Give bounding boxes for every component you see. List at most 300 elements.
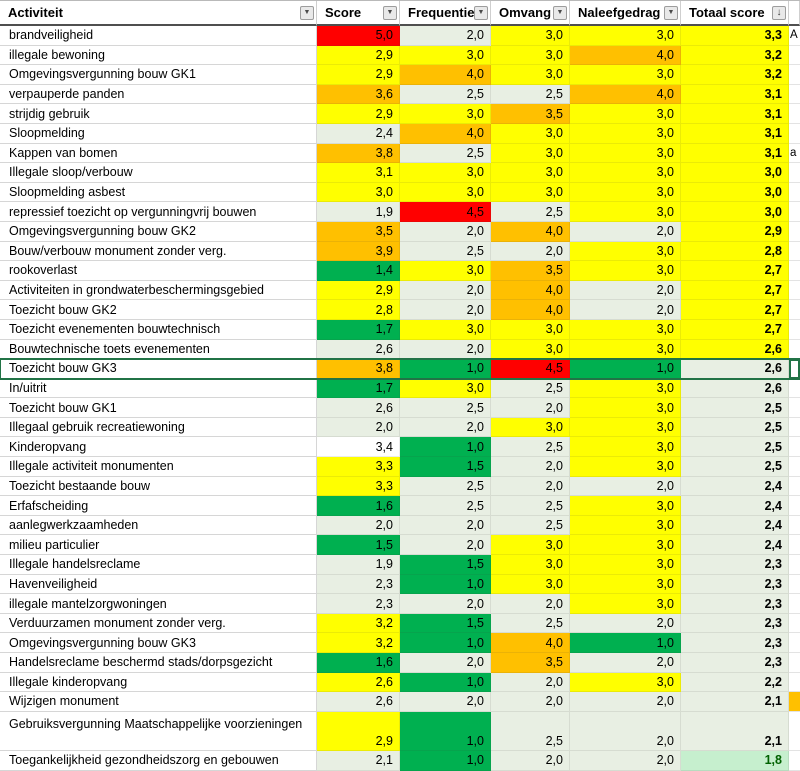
column-header-activiteit [0, 1, 317, 26]
omvang-cell[interactable]: 3,0 [491, 575, 570, 595]
activity-cell[interactable]: illegale mantelzorgwoningen [0, 594, 317, 614]
frequentie-cell[interactable]: 4,5 [400, 202, 491, 222]
naleefgedrag-cell[interactable]: 3,0 [570, 437, 681, 457]
frequentie-cell[interactable]: 4,0 [400, 124, 491, 144]
table-row [0, 673, 800, 693]
next-column-sliver-cell[interactable] [789, 594, 800, 614]
omvang-cell[interactable]: 3,0 [491, 418, 570, 438]
column-header-naleefgedrag [570, 1, 681, 26]
omvang-cell[interactable]: 2,0 [491, 692, 570, 712]
next-column-sliver-cell[interactable] [789, 692, 800, 712]
frequentie-cell[interactable]: 2,0 [400, 340, 491, 360]
score-cell[interactable]: 2,9 [317, 46, 400, 66]
next-column-sliver-cell[interactable]: A [789, 26, 800, 46]
table-row [0, 496, 800, 516]
score-cell[interactable]: 2,6 [317, 692, 400, 712]
next-column-sliver-cell[interactable] [789, 477, 800, 497]
activity-cell[interactable]: Illegale handelsreclame [0, 555, 317, 575]
totaal-score-cell[interactable]: 2,7 [681, 261, 789, 281]
next-column-sliver-cell[interactable] [789, 261, 800, 281]
filter-dropdown-icon[interactable]: ▼ [300, 6, 314, 20]
naleefgedrag-cell[interactable]: 3,0 [570, 594, 681, 614]
frequentie-cell[interactable]: 1,0 [400, 575, 491, 595]
frequentie-cell[interactable]: 2,0 [400, 653, 491, 673]
frequentie-cell[interactable]: 2,5 [400, 398, 491, 418]
score-cell[interactable]: 1,9 [317, 202, 400, 222]
next-column-sliver-cell[interactable] [789, 163, 800, 183]
next-column-sliver-cell[interactable] [789, 222, 800, 242]
activity-cell[interactable]: Bouwtechnische toets evenementen [0, 340, 317, 360]
frequentie-cell[interactable]: 2,0 [400, 594, 491, 614]
naleefgedrag-cell[interactable]: 2,0 [570, 222, 681, 242]
table-row [0, 46, 800, 66]
omvang-cell[interactable]: 2,5 [491, 202, 570, 222]
activity-cell[interactable]: aanlegwerkzaamheden [0, 516, 317, 536]
naleefgedrag-cell[interactable]: 3,0 [570, 65, 681, 85]
next-column-sliver-cell[interactable] [789, 418, 800, 438]
table-row [0, 104, 800, 124]
omvang-cell[interactable]: 3,5 [491, 653, 570, 673]
frequentie-cell[interactable]: 3,0 [400, 46, 491, 66]
score-cell[interactable]: 3,0 [317, 183, 400, 203]
totaal-score-cell[interactable]: 2,4 [681, 496, 789, 516]
next-column-sliver-cell[interactable] [789, 653, 800, 673]
next-column-sliver-cell[interactable] [789, 281, 800, 301]
table-row [0, 320, 800, 340]
totaal-score-cell[interactable]: 2,8 [681, 242, 789, 262]
totaal-score-cell[interactable]: 2,6 [681, 379, 789, 399]
naleefgedrag-cell[interactable]: 2,0 [570, 281, 681, 301]
next-column-sliver-cell[interactable] [789, 575, 800, 595]
header-row [0, 1, 800, 26]
activity-cell[interactable]: Omgevingsvergunning bouw GK1 [0, 65, 317, 85]
score-cell[interactable]: 1,6 [317, 496, 400, 516]
next-column-sliver-cell[interactable] [789, 633, 800, 653]
activity-cell[interactable]: Activiteiten in grondwaterbeschermingsgebied [0, 281, 317, 301]
omvang-cell[interactable]: 2,5 [491, 712, 570, 751]
score-cell[interactable]: 2,1 [317, 751, 400, 771]
activity-cell[interactable]: repressief toezicht op vergunningvrij bouwen [0, 202, 317, 222]
totaal-score-cell[interactable]: 2,5 [681, 437, 789, 457]
totaal-score-cell[interactable]: 2,7 [681, 320, 789, 340]
score-cell[interactable]: 2,6 [317, 673, 400, 693]
naleefgedrag-cell[interactable]: 3,0 [570, 104, 681, 124]
table-row [0, 222, 800, 242]
totaal-score-cell[interactable]: 2,6 [681, 340, 789, 360]
column-header-score [317, 1, 400, 26]
naleefgedrag-cell[interactable]: 2,0 [570, 751, 681, 771]
activity-cell[interactable]: Bouw/verbouw monument zonder verg. [0, 242, 317, 262]
omvang-cell[interactable]: 2,0 [491, 477, 570, 497]
omvang-cell[interactable]: 2,0 [491, 242, 570, 262]
score-cell[interactable]: 2,9 [317, 104, 400, 124]
table-body [0, 26, 800, 771]
omvang-cell[interactable]: 4,5 [491, 359, 570, 379]
activity-cell[interactable]: Gebruiksvergunning Maatschappelijke voorzieningen [0, 712, 317, 751]
frequentie-cell[interactable]: 1,5 [400, 457, 491, 477]
omvang-cell[interactable]: 2,5 [491, 379, 570, 399]
table-row [0, 242, 800, 262]
omvang-cell[interactable]: 2,5 [491, 437, 570, 457]
score-cell[interactable]: 3,3 [317, 457, 400, 477]
score-cell[interactable]: 3,8 [317, 144, 400, 164]
activity-cell[interactable]: Toezicht bouw GK1 [0, 398, 317, 418]
naleefgedrag-cell[interactable]: 3,0 [570, 183, 681, 203]
omvang-cell[interactable]: 3,0 [491, 124, 570, 144]
score-cell[interactable]: 3,9 [317, 242, 400, 262]
naleefgedrag-cell[interactable]: 3,0 [570, 26, 681, 46]
score-cell[interactable]: 3,2 [317, 614, 400, 634]
next-column-sliver-cell[interactable] [789, 516, 800, 536]
activity-cell[interactable]: In/uitrit [0, 379, 317, 399]
score-cell[interactable]: 2,8 [317, 300, 400, 320]
frequentie-cell[interactable]: 1,5 [400, 614, 491, 634]
score-cell[interactable]: 2,0 [317, 418, 400, 438]
frequentie-cell[interactable]: 3,0 [400, 261, 491, 281]
next-column-sliver-cell[interactable] [789, 555, 800, 575]
frequentie-cell[interactable]: 2,0 [400, 516, 491, 536]
activity-cell[interactable]: Toegankelijkheid gezondheidszorg en gebouwen [0, 751, 317, 771]
activity-cell[interactable]: Toezicht evenementen bouwtechnisch [0, 320, 317, 340]
table-row [0, 124, 800, 144]
table-row [0, 144, 800, 164]
naleefgedrag-cell[interactable]: 3,0 [570, 202, 681, 222]
naleefgedrag-cell[interactable]: 3,0 [570, 673, 681, 693]
next-column-sliver-cell[interactable] [789, 673, 800, 693]
score-cell[interactable]: 3,1 [317, 163, 400, 183]
totaal-score-cell[interactable]: 3,2 [681, 46, 789, 66]
score-cell[interactable]: 2,6 [317, 398, 400, 418]
omvang-cell[interactable]: 3,0 [491, 320, 570, 340]
omvang-cell[interactable]: 2,0 [491, 751, 570, 771]
next-column-sliver-cell[interactable] [789, 496, 800, 516]
next-column-sliver-cell[interactable] [789, 437, 800, 457]
next-column-sliver-cell[interactable] [789, 202, 800, 222]
activity-cell[interactable]: Havenveiligheid [0, 575, 317, 595]
table-row [0, 398, 800, 418]
score-cell[interactable]: 2,6 [317, 340, 400, 360]
activity-cell[interactable]: Kinderopvang [0, 437, 317, 457]
totaal-score-cell[interactable]: 2,4 [681, 477, 789, 497]
activity-cell[interactable]: Toezicht bouw GK2 [0, 300, 317, 320]
totaal-score-cell[interactable]: 3,0 [681, 202, 789, 222]
score-cell[interactable]: 3,5 [317, 222, 400, 242]
table-row [0, 183, 800, 203]
frequentie-cell[interactable]: 1,5 [400, 555, 491, 575]
naleefgedrag-cell[interactable]: 2,0 [570, 614, 681, 634]
activity-cell[interactable]: verpauperde panden [0, 85, 317, 105]
score-cell[interactable]: 2,9 [317, 65, 400, 85]
activity-cell[interactable]: Sloopmelding asbest [0, 183, 317, 203]
activity-cell[interactable]: Sloopmelding [0, 124, 317, 144]
naleefgedrag-cell[interactable]: 4,0 [570, 46, 681, 66]
frequentie-cell[interactable]: 2,0 [400, 535, 491, 555]
naleefgedrag-cell[interactable]: 3,0 [570, 242, 681, 262]
totaal-score-cell[interactable]: 2,2 [681, 673, 789, 693]
frequentie-cell[interactable]: 2,5 [400, 144, 491, 164]
score-cell[interactable]: 1,6 [317, 653, 400, 673]
omvang-cell[interactable]: 2,5 [491, 496, 570, 516]
omvang-cell[interactable]: 3,0 [491, 26, 570, 46]
totaal-score-cell[interactable]: 3,1 [681, 144, 789, 164]
score-cell[interactable]: 3,8 [317, 359, 400, 379]
next-column-sliver-cell[interactable] [789, 65, 800, 85]
activity-cell[interactable]: Erfafscheiding [0, 496, 317, 516]
score-cell[interactable]: 3,3 [317, 477, 400, 497]
activity-cell[interactable]: rookoverlast [0, 261, 317, 281]
totaal-score-cell[interactable]: 2,1 [681, 712, 789, 751]
omvang-cell[interactable]: 4,0 [491, 281, 570, 301]
next-column-sliver-cell[interactable] [789, 242, 800, 262]
score-cell[interactable]: 2,3 [317, 575, 400, 595]
omvang-cell[interactable]: 2,0 [491, 457, 570, 477]
totaal-score-cell[interactable]: 2,3 [681, 653, 789, 673]
activity-cell[interactable]: Omgevingsvergunning bouw GK3 [0, 633, 317, 653]
frequentie-cell[interactable]: 2,0 [400, 692, 491, 712]
activity-cell[interactable]: brandveiligheid [0, 26, 317, 46]
totaal-score-cell[interactable]: 1,8 [681, 751, 789, 771]
omvang-cell[interactable]: 2,0 [491, 673, 570, 693]
totaal-score-cell[interactable]: 2,3 [681, 555, 789, 575]
column-header-next-sliver [789, 1, 800, 26]
naleefgedrag-cell[interactable]: 3,0 [570, 261, 681, 281]
score-cell[interactable]: 2,0 [317, 516, 400, 536]
next-column-sliver-cell[interactable] [789, 104, 800, 124]
next-column-sliver-cell[interactable] [789, 379, 800, 399]
next-column-sliver-cell[interactable] [789, 457, 800, 477]
naleefgedrag-cell[interactable]: 1,0 [570, 359, 681, 379]
filter-dropdown-icon[interactable]: ▼ [664, 6, 678, 20]
filter-dropdown-icon[interactable]: ▼ [474, 6, 488, 20]
table-row [0, 751, 800, 771]
table-row [0, 437, 800, 457]
frequentie-cell[interactable]: 1,0 [400, 712, 491, 751]
table-row [0, 594, 800, 614]
next-column-sliver-cell[interactable] [789, 614, 800, 634]
totaal-score-cell[interactable]: 3,0 [681, 163, 789, 183]
naleefgedrag-cell[interactable]: 3,0 [570, 418, 681, 438]
score-cell[interactable]: 1,9 [317, 555, 400, 575]
naleefgedrag-cell[interactable]: 3,0 [570, 457, 681, 477]
activity-cell[interactable]: Kappen van bomen [0, 144, 317, 164]
totaal-score-cell[interactable]: 2,4 [681, 516, 789, 536]
frequentie-cell[interactable]: 2,5 [400, 242, 491, 262]
totaal-score-cell[interactable]: 3,2 [681, 65, 789, 85]
totaal-score-cell[interactable]: 3,0 [681, 183, 789, 203]
omvang-cell[interactable]: 3,0 [491, 144, 570, 164]
activity-cell[interactable]: Illegale sloop/verbouw [0, 163, 317, 183]
table-row [0, 340, 800, 360]
omvang-cell[interactable]: 3,0 [491, 46, 570, 66]
totaal-score-cell[interactable]: 2,5 [681, 418, 789, 438]
next-column-sliver-cell[interactable] [789, 320, 800, 340]
frequentie-cell[interactable]: 1,0 [400, 437, 491, 457]
omvang-cell[interactable]: 3,5 [491, 261, 570, 281]
naleefgedrag-cell[interactable]: 2,0 [570, 712, 681, 751]
frequentie-cell[interactable]: 2,5 [400, 496, 491, 516]
naleefgedrag-cell[interactable]: 4,0 [570, 85, 681, 105]
omvang-cell[interactable]: 2,5 [491, 516, 570, 536]
omvang-cell[interactable]: 3,0 [491, 340, 570, 360]
frequentie-cell[interactable]: 2,0 [400, 222, 491, 242]
filter-dropdown-icon[interactable]: ▼ [553, 6, 567, 20]
table-row [0, 418, 800, 438]
column-header-label: Naleefgedrag [578, 5, 661, 20]
filter-dropdown-icon[interactable]: ▼ [383, 6, 397, 20]
naleefgedrag-cell[interactable]: 3,0 [570, 496, 681, 516]
next-column-sliver-cell[interactable] [789, 751, 800, 771]
naleefgedrag-cell[interactable]: 2,0 [570, 477, 681, 497]
activity-cell[interactable]: Illegale activiteit monumenten [0, 457, 317, 477]
table-row [0, 457, 800, 477]
score-cell[interactable]: 2,9 [317, 281, 400, 301]
totaal-score-cell[interactable]: 2,9 [681, 222, 789, 242]
naleefgedrag-cell[interactable]: 3,0 [570, 340, 681, 360]
omvang-cell[interactable]: 2,0 [491, 398, 570, 418]
activity-cell[interactable]: milieu particulier [0, 535, 317, 555]
omvang-cell[interactable]: 4,0 [491, 300, 570, 320]
next-column-sliver-cell[interactable] [789, 85, 800, 105]
omvang-cell[interactable]: 2,0 [491, 594, 570, 614]
totaal-score-cell[interactable]: 3,1 [681, 124, 789, 144]
next-column-sliver-cell[interactable] [789, 124, 800, 144]
naleefgedrag-cell[interactable]: 3,0 [570, 555, 681, 575]
totaal-score-cell[interactable]: 2,4 [681, 535, 789, 555]
activity-cell[interactable]: Handelsreclame beschermd stads/dorpsgezicht [0, 653, 317, 673]
score-cell[interactable]: 1,4 [317, 261, 400, 281]
table-row [0, 202, 800, 222]
totaal-score-cell[interactable]: 2,3 [681, 633, 789, 653]
next-column-sliver-cell[interactable]: a [789, 144, 800, 164]
omvang-cell[interactable]: 2,5 [491, 614, 570, 634]
column-header-label: Totaal score [689, 5, 765, 20]
table-row [0, 692, 800, 712]
score-cell[interactable]: 3,4 [317, 437, 400, 457]
totaal-score-cell[interactable]: 2,7 [681, 300, 789, 320]
frequentie-cell[interactable]: 3,0 [400, 379, 491, 399]
next-column-sliver-cell[interactable] [789, 398, 800, 418]
naleefgedrag-cell[interactable]: 2,0 [570, 300, 681, 320]
totaal-score-cell[interactable]: 2,3 [681, 614, 789, 634]
frequentie-cell[interactable]: 3,0 [400, 183, 491, 203]
naleefgedrag-cell[interactable]: 3,0 [570, 144, 681, 164]
next-column-sliver-cell[interactable] [789, 359, 800, 379]
activity-cell[interactable]: Illegale kinderopvang [0, 673, 317, 693]
column-header-label: Score [325, 5, 362, 20]
totaal-score-cell[interactable]: 2,6 [681, 359, 789, 379]
column-header-omvang [491, 1, 570, 26]
omvang-cell[interactable]: 2,5 [491, 85, 570, 105]
frequentie-cell[interactable]: 1,0 [400, 359, 491, 379]
naleefgedrag-cell[interactable]: 3,0 [570, 379, 681, 399]
totaal-score-cell[interactable]: 3,3 [681, 26, 789, 46]
totaal-score-cell[interactable]: 2,7 [681, 281, 789, 301]
frequentie-cell[interactable]: 2,0 [400, 26, 491, 46]
omvang-cell[interactable]: 3,0 [491, 535, 570, 555]
omvang-cell[interactable]: 3,5 [491, 104, 570, 124]
totaal-score-cell[interactable]: 2,5 [681, 457, 789, 477]
totaal-score-cell[interactable]: 2,1 [681, 692, 789, 712]
omvang-cell[interactable]: 4,0 [491, 222, 570, 242]
frequentie-cell[interactable]: 2,0 [400, 418, 491, 438]
score-cell[interactable]: 1,7 [317, 320, 400, 340]
activity-cell[interactable]: Wijzigen monument [0, 692, 317, 712]
next-column-sliver-cell[interactable] [789, 300, 800, 320]
score-cell[interactable]: 1,5 [317, 535, 400, 555]
score-cell[interactable]: 2,4 [317, 124, 400, 144]
frequentie-cell[interactable]: 2,0 [400, 281, 491, 301]
naleefgedrag-cell[interactable]: 1,0 [570, 633, 681, 653]
naleefgedrag-cell[interactable]: 3,0 [570, 516, 681, 536]
totaal-score-cell[interactable]: 3,1 [681, 85, 789, 105]
next-column-sliver-cell[interactable] [789, 183, 800, 203]
naleefgedrag-cell[interactable]: 3,0 [570, 163, 681, 183]
score-cell[interactable]: 3,2 [317, 633, 400, 653]
table-row [0, 85, 800, 105]
totaal-score-cell[interactable]: 2,3 [681, 575, 789, 595]
omvang-cell[interactable]: 4,0 [491, 633, 570, 653]
activity-cell[interactable]: illegale bewoning [0, 46, 317, 66]
activity-cell[interactable]: Verduurzamen monument zonder verg. [0, 614, 317, 634]
frequentie-cell[interactable]: 1,0 [400, 633, 491, 653]
naleefgedrag-cell[interactable]: 3,0 [570, 535, 681, 555]
next-column-sliver-cell[interactable] [789, 340, 800, 360]
score-cell[interactable]: 1,7 [317, 379, 400, 399]
omvang-cell[interactable]: 3,0 [491, 555, 570, 575]
omvang-cell[interactable]: 3,0 [491, 65, 570, 85]
next-column-sliver-cell[interactable] [789, 712, 800, 751]
omvang-cell[interactable]: 3,0 [491, 163, 570, 183]
activity-cell[interactable]: Toezicht bouw GK3 [0, 359, 317, 379]
naleefgedrag-cell[interactable]: 2,0 [570, 653, 681, 673]
activity-cell[interactable]: strijdig gebruik [0, 104, 317, 124]
next-column-sliver-cell[interactable] [789, 535, 800, 555]
omvang-cell[interactable]: 3,0 [491, 183, 570, 203]
naleefgedrag-cell[interactable]: 3,0 [570, 320, 681, 340]
totaal-score-cell[interactable]: 2,5 [681, 398, 789, 418]
naleefgedrag-cell[interactable]: 3,0 [570, 398, 681, 418]
score-cell[interactable]: 5,0 [317, 26, 400, 46]
frequentie-cell[interactable]: 4,0 [400, 65, 491, 85]
sort-descending-filter-icon[interactable]: ↓ [772, 6, 786, 20]
activity-cell[interactable]: Illegaal gebruik recreatiewoning [0, 418, 317, 438]
frequentie-cell[interactable]: 1,0 [400, 751, 491, 771]
frequentie-cell[interactable]: 2,0 [400, 300, 491, 320]
frequentie-cell[interactable]: 3,0 [400, 104, 491, 124]
frequentie-cell[interactable]: 1,0 [400, 673, 491, 693]
activity-cell[interactable]: Omgevingsvergunning bouw GK2 [0, 222, 317, 242]
naleefgedrag-cell[interactable]: 2,0 [570, 692, 681, 712]
frequentie-cell[interactable]: 2,5 [400, 85, 491, 105]
score-cell[interactable]: 2,3 [317, 594, 400, 614]
table-row [0, 26, 800, 46]
score-cell[interactable]: 3,6 [317, 85, 400, 105]
next-column-sliver-cell[interactable] [789, 46, 800, 66]
column-header-totaal-score [681, 1, 789, 26]
naleefgedrag-cell[interactable]: 3,0 [570, 575, 681, 595]
score-cell[interactable]: 2,9 [317, 712, 400, 751]
table-row [0, 575, 800, 595]
totaal-score-cell[interactable]: 2,3 [681, 594, 789, 614]
activity-cell[interactable]: Toezicht bestaande bouw [0, 477, 317, 497]
frequentie-cell[interactable]: 3,0 [400, 163, 491, 183]
table-row [0, 477, 800, 497]
table-row [0, 633, 800, 653]
frequentie-cell[interactable]: 2,5 [400, 477, 491, 497]
frequentie-cell[interactable]: 3,0 [400, 320, 491, 340]
totaal-score-cell[interactable]: 3,1 [681, 104, 789, 124]
naleefgedrag-cell[interactable]: 3,0 [570, 124, 681, 144]
